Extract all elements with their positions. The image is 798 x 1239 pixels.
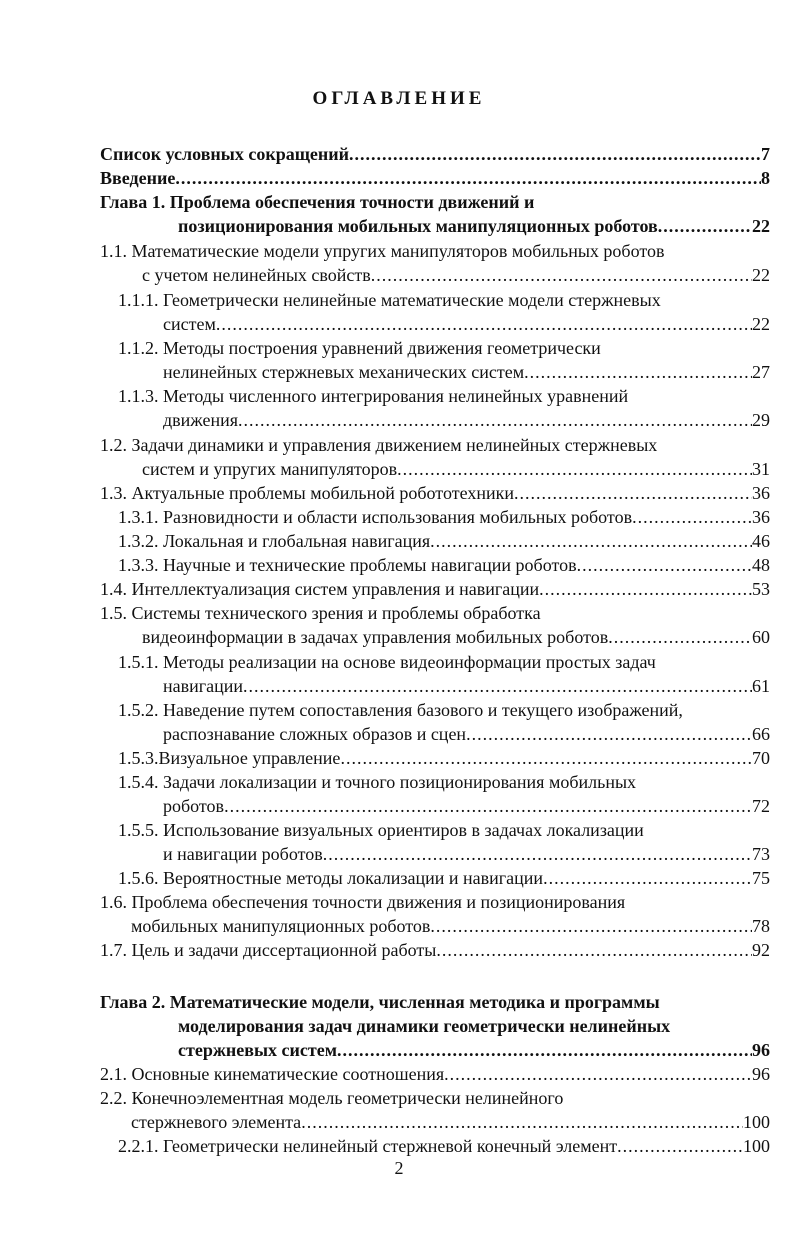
toc-entry-page: 36: [752, 483, 770, 503]
toc-entry-page: 22: [752, 216, 770, 236]
leader-dots: [216, 312, 752, 336]
toc-title: ОГЛАВЛЕНИЕ: [312, 88, 486, 109]
toc-entry-text: 1.3.3. Научные и технические проблемы навигации роботов: [118, 555, 577, 575]
leader-dots: [617, 1134, 743, 1158]
toc-entry: [131, 1110, 770, 1134]
toc-entry-line: 2.2. Конечноэлементная модель геометрически нелинейного: [100, 1088, 564, 1108]
leader-dots: [436, 938, 752, 962]
toc-entry-page: 78: [752, 916, 770, 936]
toc-entry: [100, 142, 770, 166]
toc-entry-text: мобильных манипуляционных роботов: [131, 916, 431, 936]
leader-dots: [430, 529, 752, 553]
toc-entry: [142, 457, 770, 481]
toc-entry-line: 1.1.1. Геометрически нелинейные математические модели стержневых: [118, 290, 661, 310]
toc-entry-text: нелинейных стержневых механических систем: [163, 362, 525, 382]
toc-entry-line: 1.5.2. Наведение путем сопоставления базового и текущего изображений,: [118, 700, 683, 720]
toc-entry: [163, 408, 770, 432]
leader-dots: [349, 142, 761, 166]
toc-entry-text: 1.5.3.Визуальное управление: [118, 748, 341, 768]
leader-dots: [658, 214, 752, 238]
toc-entry-text: и навигации роботов: [163, 844, 323, 864]
toc-entry-text: 1.7. Цель и задачи диссертационной работы: [100, 940, 437, 960]
toc-entry-page: 22: [752, 314, 770, 334]
toc-entry-page: 7: [761, 144, 770, 164]
toc-entry-page: 46: [752, 531, 770, 551]
toc-entry: [142, 263, 770, 287]
toc-entry-line: 1.5. Системы технического зрения и проблемы обработка: [100, 603, 541, 623]
toc-entry: [118, 866, 770, 890]
leader-dots: [238, 408, 752, 432]
leader-dots: [543, 866, 752, 890]
toc-entry-page: 29: [752, 410, 770, 430]
toc-entry-line: Глава 2. Математические модели, численная методика и программы: [100, 992, 660, 1012]
leader-dots: [577, 553, 752, 577]
toc-entry-text: 1.3. Актуальные проблемы мобильной робототехники: [100, 483, 514, 503]
toc-entry-text: движения: [163, 410, 239, 430]
toc-entry-line: 1.1. Математические модели упругих манипуляторов мобильных роботов: [100, 241, 665, 261]
toc-entry-page: 70: [752, 748, 770, 768]
leader-dots: [371, 263, 752, 287]
page-number: 2: [394, 1158, 404, 1178]
toc-entry-text: 1.4. Интеллектуализация систем управления и навигации: [100, 579, 540, 599]
toc-entry-page: 75: [752, 868, 770, 888]
toc-entry: [142, 625, 770, 649]
toc-entry: [100, 481, 770, 505]
toc-entry-page: 66: [752, 724, 770, 744]
toc-entry-text: стержневого элемента: [131, 1112, 302, 1132]
toc-entry: [100, 938, 770, 962]
leader-dots: [175, 166, 761, 190]
toc-entry-text: 1.3.2. Локальная и глобальная навигация: [118, 531, 431, 551]
toc-entry-page: 73: [752, 844, 770, 864]
toc-entry-page: 100: [743, 1112, 770, 1132]
toc-entry: [100, 577, 770, 601]
toc-entry-line: 1.5.4. Задачи локализации и точного позиционирования мобильных: [118, 772, 637, 792]
leader-dots: [466, 722, 752, 746]
toc-entry: [118, 529, 770, 553]
toc-entry: [163, 360, 770, 384]
toc-entry-text: систем и упругих манипуляторов: [142, 459, 398, 479]
toc-entry-text: с учетом нелинейных свойств: [142, 265, 371, 285]
toc-entry-text: видеоинформации в задачах управления мобильных роботов: [142, 627, 609, 647]
toc-entry: [163, 794, 770, 818]
leader-dots: [430, 914, 752, 938]
leader-dots: [514, 481, 752, 505]
toc-entry-page: 92: [752, 940, 770, 960]
toc-entry: [118, 1134, 770, 1158]
toc-entry: [100, 166, 770, 190]
toc-entry: [100, 1062, 770, 1086]
toc-entry-line: 1.1.2. Методы построения уравнений движения геометрически: [118, 338, 601, 358]
toc-entry: [118, 746, 770, 770]
toc-entry-page: 22: [752, 265, 770, 285]
leader-dots: [323, 842, 752, 866]
toc-entry-line: 1.5.5. Использование визуальных ориентиров в задачах локализации: [118, 820, 644, 840]
toc-entry-text: роботов: [163, 796, 225, 816]
leader-dots: [444, 1062, 752, 1086]
toc-entry-page: 27: [752, 362, 770, 382]
toc-entry-line: 1.5.1. Методы реализации на основе видеоинформации простых задач: [118, 652, 656, 672]
toc-entry-text: позиционирования мобильных манипуляционных роботов: [178, 216, 658, 236]
toc-entry: [131, 914, 770, 938]
toc-entry-text: навигации: [163, 676, 244, 696]
toc-entry-page: 53: [752, 579, 770, 599]
leader-dots: [340, 746, 752, 770]
toc-entry-line: 1.6. Проблема обеспечения точности движения и позиционирования: [100, 892, 626, 912]
leader-dots: [243, 674, 752, 698]
toc-entry-line: моделирования задач динамики геометрически нелинейных: [178, 1016, 671, 1036]
toc-entry: [163, 674, 770, 698]
leader-dots: [337, 1038, 752, 1062]
toc-entry-text: 2.1. Основные кинематические соотношения: [100, 1064, 445, 1084]
toc-entry-line: 1.1.3. Методы численного интегрирования нелинейных уравнений: [118, 386, 629, 406]
toc-entry: [178, 214, 770, 238]
toc-entry: [178, 1038, 770, 1062]
toc-entry-line: Глава 1. Проблема обеспечения точности движений и: [100, 192, 535, 212]
toc-entry-line: 1.2. Задачи динамики и управления движением нелинейных стержневых: [100, 435, 658, 455]
toc-entry-text: 1.5.6. Вероятностные методы локализации и навигации: [118, 868, 544, 888]
toc-entry-text: 2.2.1. Геометрически нелинейный стержневой конечный элемент: [118, 1136, 618, 1156]
toc-entry-page: 36: [752, 507, 770, 527]
toc-entry-page: 96: [752, 1064, 770, 1084]
leader-dots: [397, 457, 752, 481]
toc-entry-text: стержневых систем: [178, 1040, 337, 1060]
toc-entry-page: 96: [752, 1040, 770, 1060]
toc-entry-text: Список условных сокращений: [100, 144, 350, 164]
toc-entry-page: 8: [761, 168, 770, 188]
leader-dots: [608, 625, 752, 649]
toc-entry-page: 60: [752, 627, 770, 647]
toc-entry: [163, 312, 770, 336]
leader-dots: [539, 577, 752, 601]
leader-dots: [301, 1110, 743, 1134]
toc-entry: [118, 505, 770, 529]
toc-entry-text: систем: [163, 314, 216, 334]
toc-entry-text: Введение: [100, 168, 176, 188]
leader-dots: [524, 360, 752, 384]
toc-entry: [163, 842, 770, 866]
toc-entry-page: 72: [752, 796, 770, 816]
toc-entry-page: 100: [743, 1136, 770, 1156]
toc-entry-page: 31: [752, 459, 770, 479]
toc-entry-page: 48: [752, 555, 770, 575]
toc-entry-text: 1.3.1. Разновидности и области использования мобильных роботов: [118, 507, 633, 527]
toc-entry: [118, 553, 770, 577]
toc-entry-page: 61: [752, 676, 770, 696]
toc-entry-text: распознавание сложных образов и сцен: [163, 724, 467, 744]
toc-entry: [163, 722, 770, 746]
leader-dots: [224, 794, 752, 818]
leader-dots: [632, 505, 752, 529]
